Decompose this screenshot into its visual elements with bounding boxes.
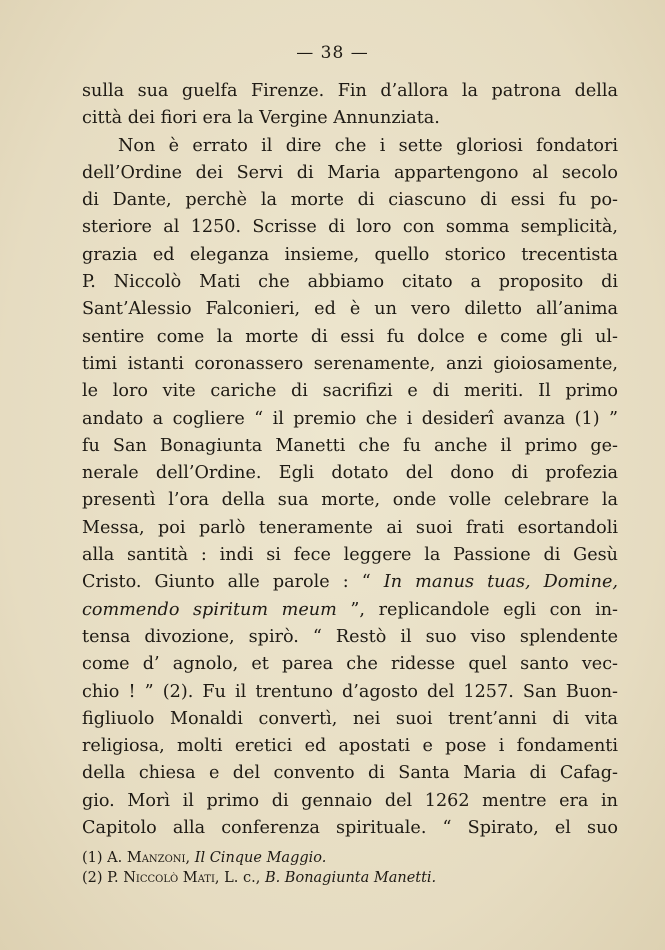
text-line <box>82 351 618 378</box>
text-line <box>82 187 618 214</box>
footnote-segment: Il Cinque Maggio. <box>194 850 327 866</box>
text-line <box>82 78 618 105</box>
text-line-segment: religiosa, molti eretici ed apostati e pose i fondamenti <box>82 736 618 757</box>
text-line <box>82 214 618 241</box>
text-line <box>82 406 618 433</box>
body-text <box>82 78 618 842</box>
text-line-segment: sentire come la morte di essi fu dolce e come gli ul- <box>82 326 618 347</box>
text-line-segment: Capitolo alla conferenza spirituale. “ Spirato, el suo <box>82 818 618 839</box>
text-line <box>82 706 618 733</box>
text-line <box>82 651 618 678</box>
text-line-segment: andato a cogliere “ il premio che i desiderî avanza (1) ” <box>82 408 618 429</box>
text-line-segment: nerale dell’Ordine. Egli dotato del dono di profezia <box>82 463 618 484</box>
text-line <box>82 569 618 596</box>
text-line-segment: Sant’Alessio Falconieri, ed è un vero diletto all’anima <box>82 299 618 320</box>
text-line-segment: alla santità : indi si fece leggere la Passione di Gesù <box>82 545 618 566</box>
text-line <box>82 515 618 542</box>
footnote-segment: (1) A. <box>82 850 127 866</box>
text-line-segment: commendo spiritum meum <box>82 599 337 620</box>
text-line-segment: della chiesa e del convento di Santa Maria di Cafag- <box>82 763 618 784</box>
text-line <box>82 269 618 296</box>
text-line <box>82 242 618 269</box>
text-line-segment: presentì l’ora della sua morte, onde volle celebrare la <box>82 490 618 511</box>
text-line <box>82 815 618 842</box>
footnotes <box>82 848 618 888</box>
text-line-segment: Cristo. Giunto alle parole : “ <box>82 572 384 593</box>
text-line <box>82 296 618 323</box>
text-line <box>82 378 618 405</box>
text-line <box>82 133 618 160</box>
text-line-segment: dell’Ordine dei Servi di Maria appartengono al secolo <box>82 162 618 183</box>
text-line-segment: ”, replicandole egli con in- <box>336 599 618 620</box>
text-line-segment: di Dante, perchè la morte di ciascuno di essi fu po- <box>82 190 618 211</box>
text-line <box>82 487 618 514</box>
footnote-segment: B. Bonagiunta Manetti. <box>264 870 437 886</box>
text-line <box>82 433 618 460</box>
text-line-segment: chio ! ” (2). Fu il trentuno d’agosto del 1257. San Buon- <box>82 681 618 702</box>
text-line-segment: In manus tuas, Domine, <box>383 572 618 593</box>
text-line-segment: P. Niccolò Mati che abbiamo citato a proposito di <box>82 272 618 293</box>
text-line-segment: steriore al 1250. Scrisse di loro con somma semplicità, <box>82 217 618 238</box>
text-line-segment: tensa divozione, spirò. “ Restò il suo viso splendente <box>82 626 618 647</box>
text-line <box>82 105 618 132</box>
footnote-segment: , <box>185 850 195 866</box>
text-line-segment: fu San Bonagiunta Manetti che fu anche il primo ge- <box>82 435 618 456</box>
text-line-segment: Messa, poi parlò teneramente ai suoi frati esortandoli <box>82 517 618 538</box>
text-line <box>82 542 618 569</box>
text-line-segment: grazia ed eleganza insieme, quello storico trecentista <box>82 244 618 265</box>
text-line-segment: città dei fiori era la Vergine Annunziata. <box>82 108 440 129</box>
text-line-segment: Non è errato il dire che i sette gloriosi fondatori <box>118 135 618 156</box>
text-line-segment: figliuolo Monaldi convertì, nei suoi trent’anni di vita <box>82 708 618 729</box>
text-line <box>82 324 618 351</box>
text-line <box>82 624 618 651</box>
text-line <box>82 597 618 624</box>
text-line <box>82 160 618 187</box>
text-line-segment: timi istanti coronassero serenamente, anzi gioiosamente, <box>82 353 618 374</box>
footnote-segment: Manzoni <box>126 850 186 866</box>
page-number: — 38 — <box>296 43 369 63</box>
text-line-segment: le loro vite cariche di sacrifizi e di meriti. Il primo <box>82 381 618 402</box>
text-line <box>82 788 618 815</box>
footnote <box>82 848 618 868</box>
footnote <box>82 868 618 888</box>
text-line <box>82 733 618 760</box>
text-line-segment: come d’ agnolo, et parea che ridesse quel santo vec- <box>82 654 618 675</box>
text-line-segment: gio. Morì il primo di gennaio del 1262 mentre era in <box>82 790 618 811</box>
text-line <box>82 460 618 487</box>
text-line <box>82 679 618 706</box>
footnote-segment: (2) P. <box>82 870 124 886</box>
footnote-segment: Niccolò Mati <box>123 870 215 886</box>
footnote-segment: , L. c., <box>214 870 265 886</box>
text-line <box>82 760 618 787</box>
text-line-segment: sulla sua guelfa Firenze. Fin d’allora la patrona della <box>82 81 618 101</box>
